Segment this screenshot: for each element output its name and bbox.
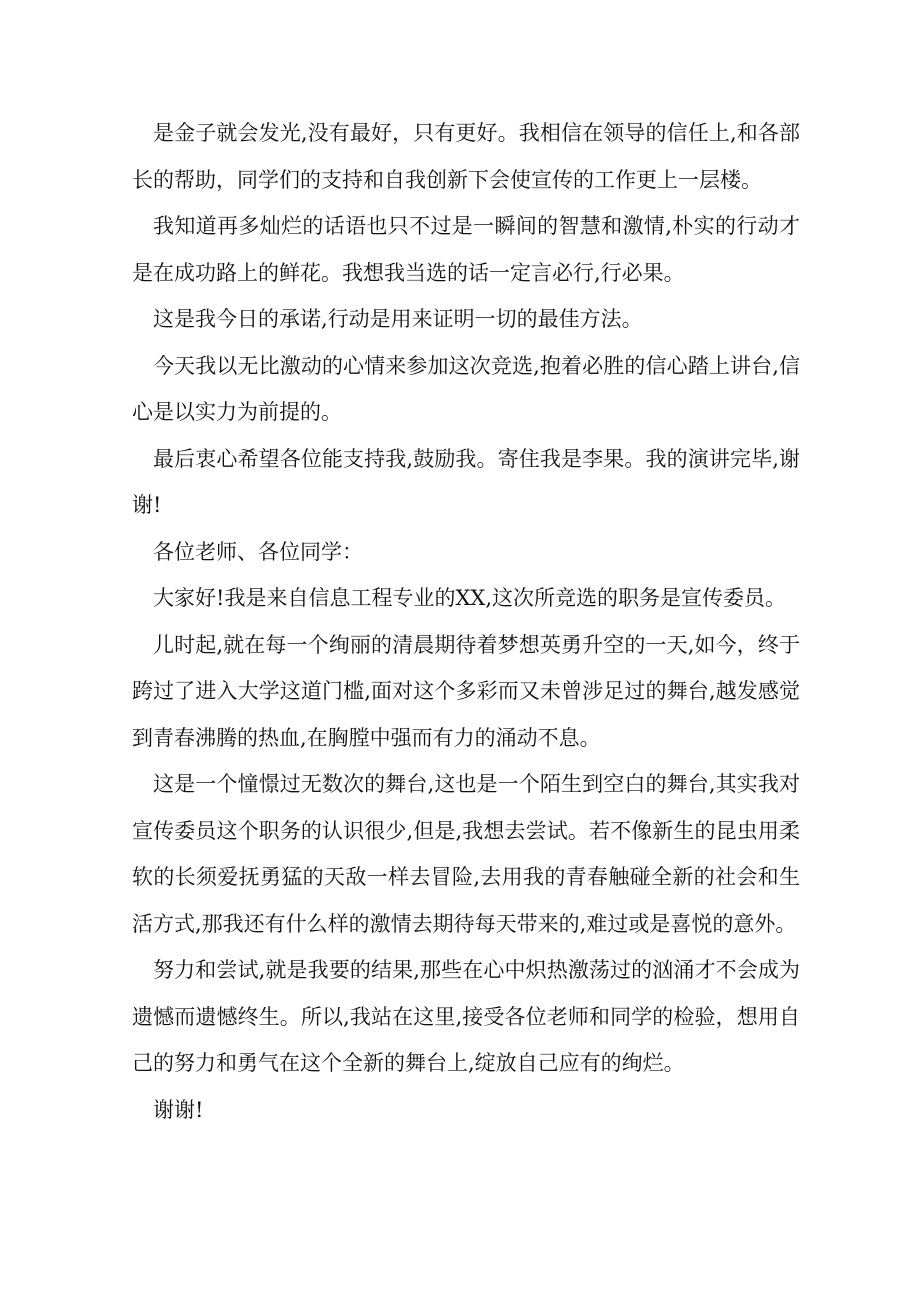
paragraph-5: 最后衷心希望各位能支持我,鼓励我。寄住我是李果。我的演讲完毕,谢谢! xyxy=(132,446,800,517)
paragraph-3: 这是我今日的承诺,行动是用来证明一切的最佳方法。 xyxy=(153,307,643,331)
closing-thanks: 谢谢! xyxy=(153,1097,204,1122)
paragraph-1: 是金子就会发光,没有最好，只有更好。我相信在领导的信任上,和各部长的帮助，同学们的支持和自我创新下会使宣传的工作更上一层楼。 xyxy=(132,121,800,192)
paragraph-4: 今天我以无比激动的心情来参加这次竞选,抱着必胜的信心踏上讲台,信心是以实力为前提的。 xyxy=(132,353,800,424)
paragraph-9: 这是一个憧憬过无数次的舞台,这也是一个陌生到空白的舞台,其实我对宣传委员这个职务的认识很少,但是,我想去尝试。若不像新生的昆虫用柔软的长须爱抚勇猛的天敌一样去冒险,去用我的青春触碰全新的社会和生活方式,那我还有什么样的激情去期待每天带来的,难过或是喜悦的意外。 xyxy=(132,772,800,936)
paragraph-2: 我知道再多灿烂的话语也只不过是一瞬间的智慧和激情,朴实的行动才是在成功路上的鲜花。我想我当选的话一定言必行,行必果。 xyxy=(132,214,800,285)
paragraph-10: 努力和尝试,就是我要的结果,那些在心中炽热激荡过的汹涌才不会成为遗憾而遗憾终生。所以,我站在这里,接受各位老师和同学的检验，想用自己的努力和勇气在这个全新的舞台上,绽放自己应有的绚烂。 xyxy=(132,958,800,1075)
salutation: 各位老师、各位同学： xyxy=(153,539,363,564)
paragraph-8: 儿时起,就在每一个绚丽的清晨期待着梦想英勇升空的一天,如今，终于跨过了进入大学这道门槛,面对这个多彩而又未曾涉足过的舞台,越发感觉到青春沸腾的热血,在胸膛中强而有力的涌动不息。 xyxy=(132,632,800,750)
paragraph-7: 大家好!我是来自信息工程专业的XX,这次所竞选的职务是宣传委员。 xyxy=(153,586,787,610)
